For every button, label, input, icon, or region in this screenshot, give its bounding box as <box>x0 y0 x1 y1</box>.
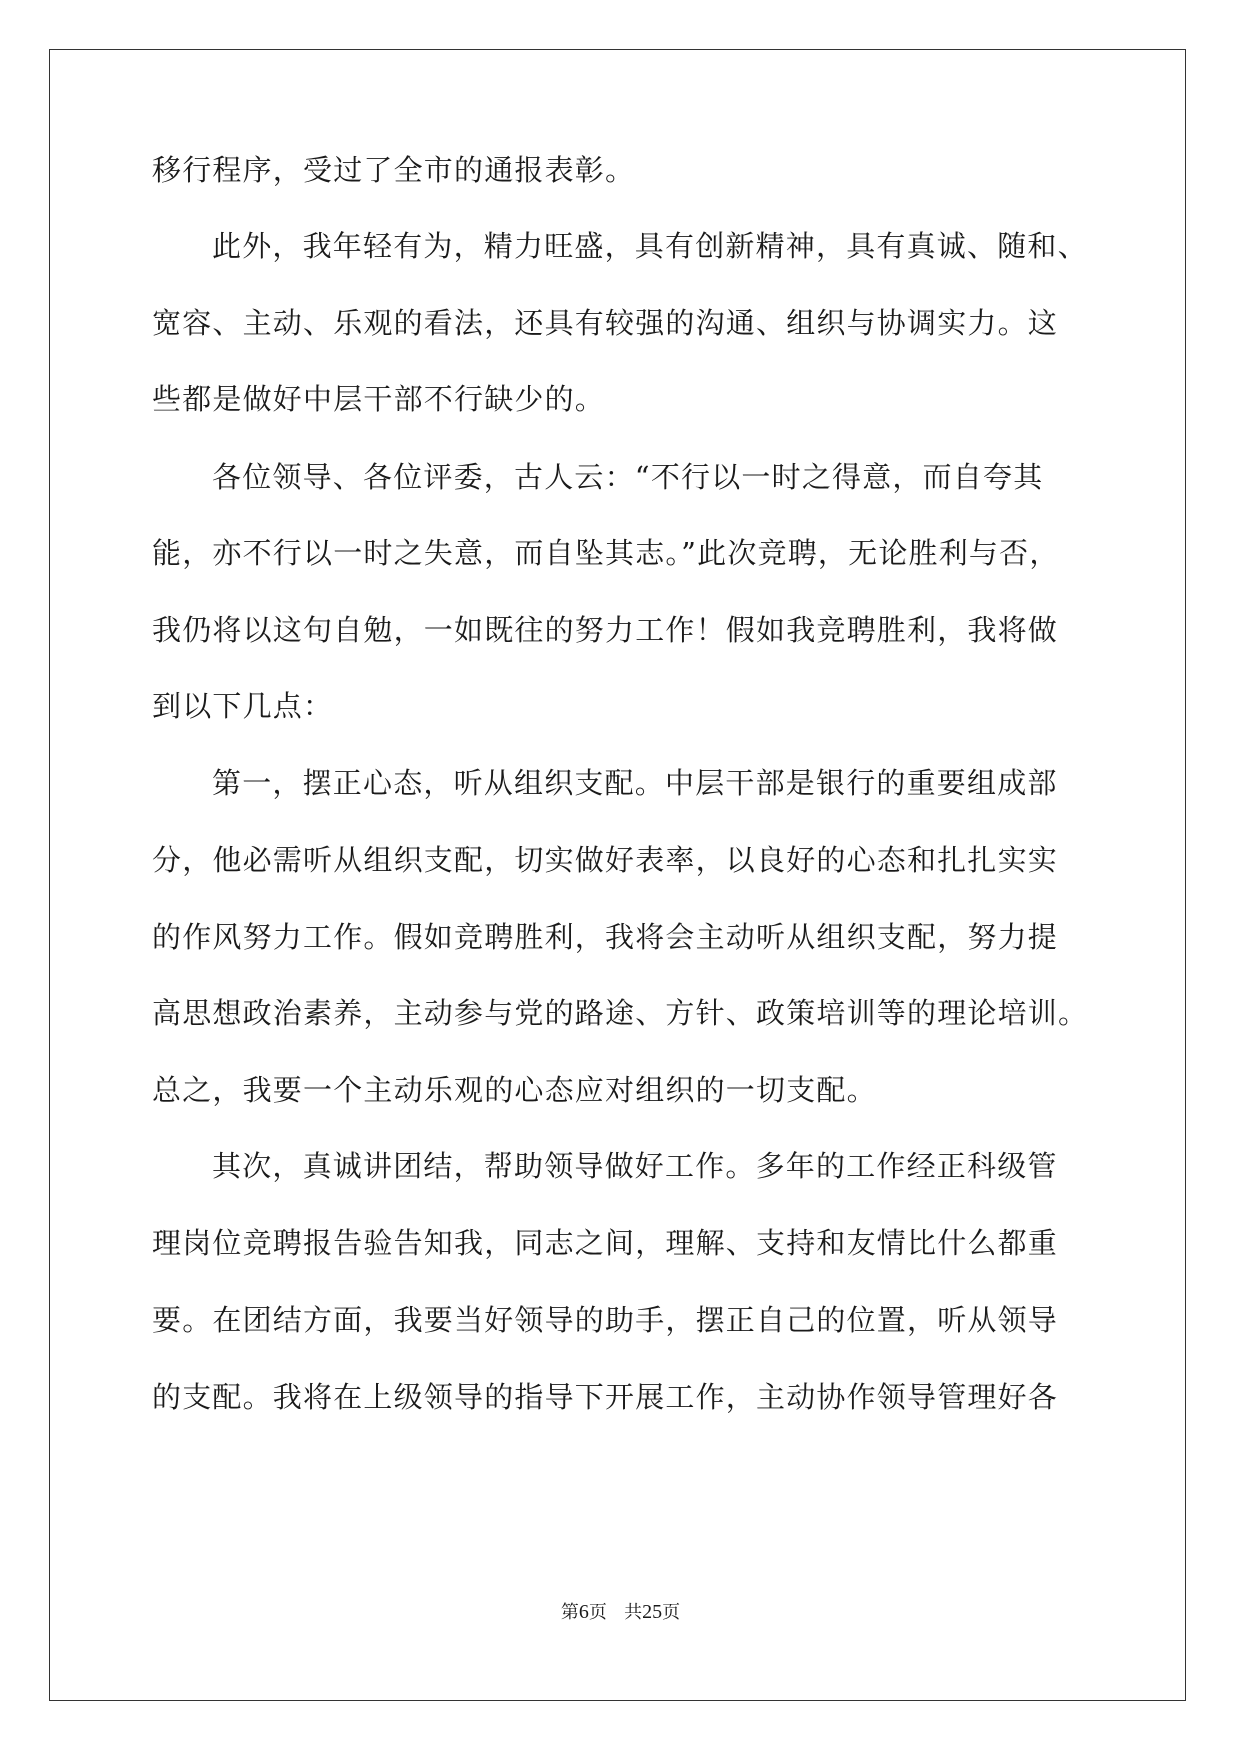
text-line: 宽容、主动、乐观的看法，还具有较强的沟通、组织与协调实力。这 <box>152 306 1059 340</box>
paragraph-first-line: 第一，摆正心态，听从组织支配。中层干部是银行的重要组成部 <box>212 766 1058 800</box>
page-middle: 页 共 <box>588 1602 643 1623</box>
paragraph-first-line: 此外，我年轻有为，精力旺盛，具有创新精神，具有真诚、随和、 <box>212 229 1088 263</box>
text-line: 我仍将以这句自勉，一如既往的努力工作！假如我竞聘胜利，我将做 <box>152 613 1059 647</box>
text-line: 些都是做好中层干部不行缺少的。 <box>152 382 606 416</box>
text-line: 移行程序，受过了全市的通报表彰。 <box>152 153 636 187</box>
paragraph-first-line: 各位领导、各位评委，古人云：“不行以一时之得意，而自夸其 <box>212 460 1044 494</box>
page-total: 25 <box>642 1601 663 1623</box>
page-prefix: 第 <box>560 1602 579 1623</box>
text-line: 的支配。我将在上级领导的指导下开展工作，主动协作领导管理好各 <box>152 1380 1059 1414</box>
text-line: 到以下几点： <box>152 689 334 723</box>
text-line: 能，亦不行以一时之失意，而自坠其志。”此次竞聘，无论胜利与否， <box>152 536 1060 570</box>
text-line: 总之，我要一个主动乐观的心态应对组织的一切支配。 <box>152 1073 877 1107</box>
text-line: 高思想政治素养，主动参与党的路途、方针、政策培训等的理论培训。 <box>152 996 1089 1030</box>
text-line: 的作风努力工作。假如竞聘胜利，我将会主动听从组织支配，努力提 <box>152 920 1059 954</box>
page-suffix: 页 <box>662 1602 681 1623</box>
text-line: 理岗位竞聘报告验告知我，同志之间，理解、支持和友情比什么都重 <box>152 1226 1059 1260</box>
text-line: 分，他必需听从组织支配，切实做好表率，以良好的心态和扎扎实实 <box>152 843 1059 877</box>
page-footer <box>0 1600 1241 1625</box>
text-line: 要。在团结方面，我要当好领导的助手，摆正自己的位置，听从领导 <box>152 1303 1059 1337</box>
paragraph-first-line: 其次，真诚讲团结，帮助领导做好工作。多年的工作经正科级管 <box>212 1149 1058 1183</box>
page-current: 6 <box>578 1601 589 1623</box>
